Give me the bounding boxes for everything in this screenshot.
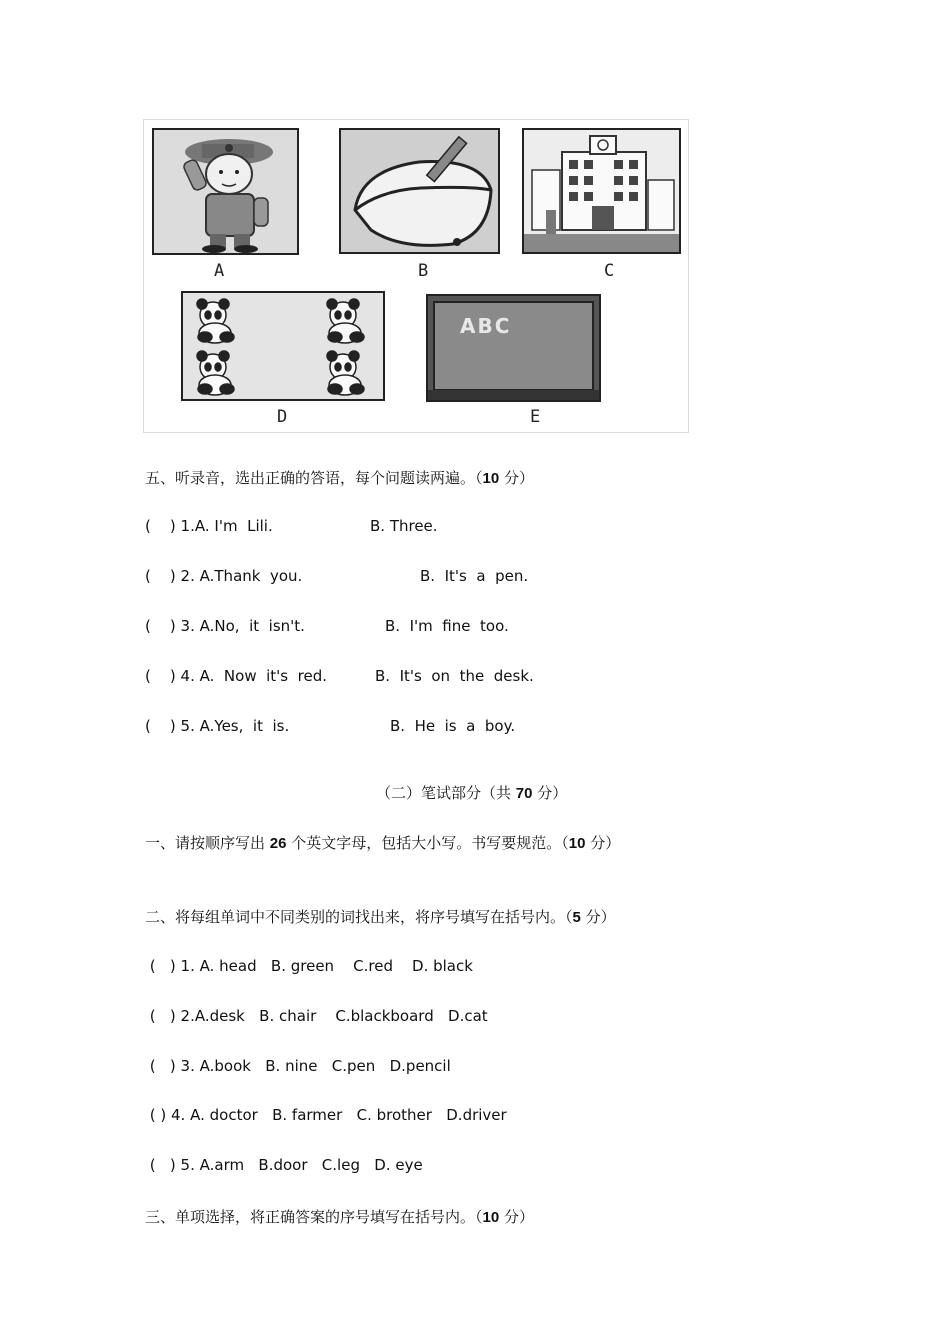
section5-item-1-option-b: B. Three. bbox=[370, 517, 438, 535]
picture-label-e: E bbox=[530, 407, 541, 427]
pandas-icon bbox=[183, 293, 383, 399]
picture-label-c: C bbox=[604, 261, 615, 281]
section3-title: 三、单项选择，将正确答案的序号填写在括号内。（10 分） bbox=[145, 1208, 534, 1226]
blackboard-text: ABC bbox=[460, 314, 512, 338]
picture-a bbox=[152, 128, 299, 255]
section5-item-3-option-b: B. I'm fine too. bbox=[385, 617, 509, 635]
picture-label-a: A bbox=[214, 261, 225, 281]
section2-item-1: ( ) 1. A. head B. green C.red D. black bbox=[145, 957, 473, 975]
picture-label-d: D bbox=[277, 407, 288, 427]
picture-b bbox=[339, 128, 500, 254]
section5-item-4: ( ) 4. A. Now it's red. bbox=[145, 667, 328, 685]
section5-item-1: ( ) 1.A. I'm Lili. bbox=[145, 517, 273, 535]
picture-panel bbox=[143, 119, 689, 433]
picture-e bbox=[426, 294, 601, 402]
section5-item-5-option-b: B. He is a boy. bbox=[390, 717, 516, 735]
section5-title: 五、听录音，选出正确的答语，每个问题读两遍。（10 分） bbox=[145, 469, 534, 487]
section2-item-2: ( ) 2.A.desk B. chair C.blackboard D.cat bbox=[145, 1007, 488, 1025]
school-building-icon bbox=[524, 130, 679, 252]
picture-label-b: B bbox=[418, 261, 429, 281]
section5-item-4-option-b: B. It's on the desk. bbox=[375, 667, 534, 685]
section2-item-3: ( ) 3. A.book B. nine C.pen D.pencil bbox=[145, 1057, 451, 1075]
part2-title: （二）笔试部分（共 70 分） bbox=[376, 784, 568, 802]
section5-item-2-option-b: B. It's a pen. bbox=[420, 567, 529, 585]
section5-item-2: ( ) 2. A.Thank you. bbox=[145, 567, 303, 585]
section1-title: 一、请按顺序写出 26 个英文字母，包括大小写。书写要规范。（10 分） bbox=[145, 834, 621, 852]
pencil-case-icon bbox=[341, 130, 498, 252]
section2-item-4: ( ) 4. A. doctor B. farmer C. brother D.driver bbox=[145, 1106, 507, 1124]
section5-item-3: ( ) 3. A.No, it isn't. bbox=[145, 617, 305, 635]
section2-item-5: ( ) 5. A.arm B.door C.leg D. eye bbox=[145, 1156, 423, 1174]
blackboard-icon bbox=[428, 296, 599, 400]
picture-c bbox=[522, 128, 681, 254]
police-officer-icon bbox=[154, 130, 297, 253]
section2-title: 二、将每组单词中不同类别的词找出来，将序号填写在括号内。（5 分） bbox=[145, 908, 616, 926]
section5-item-5: ( ) 5. A.Yes, it is. bbox=[145, 717, 290, 735]
picture-d bbox=[181, 291, 385, 401]
